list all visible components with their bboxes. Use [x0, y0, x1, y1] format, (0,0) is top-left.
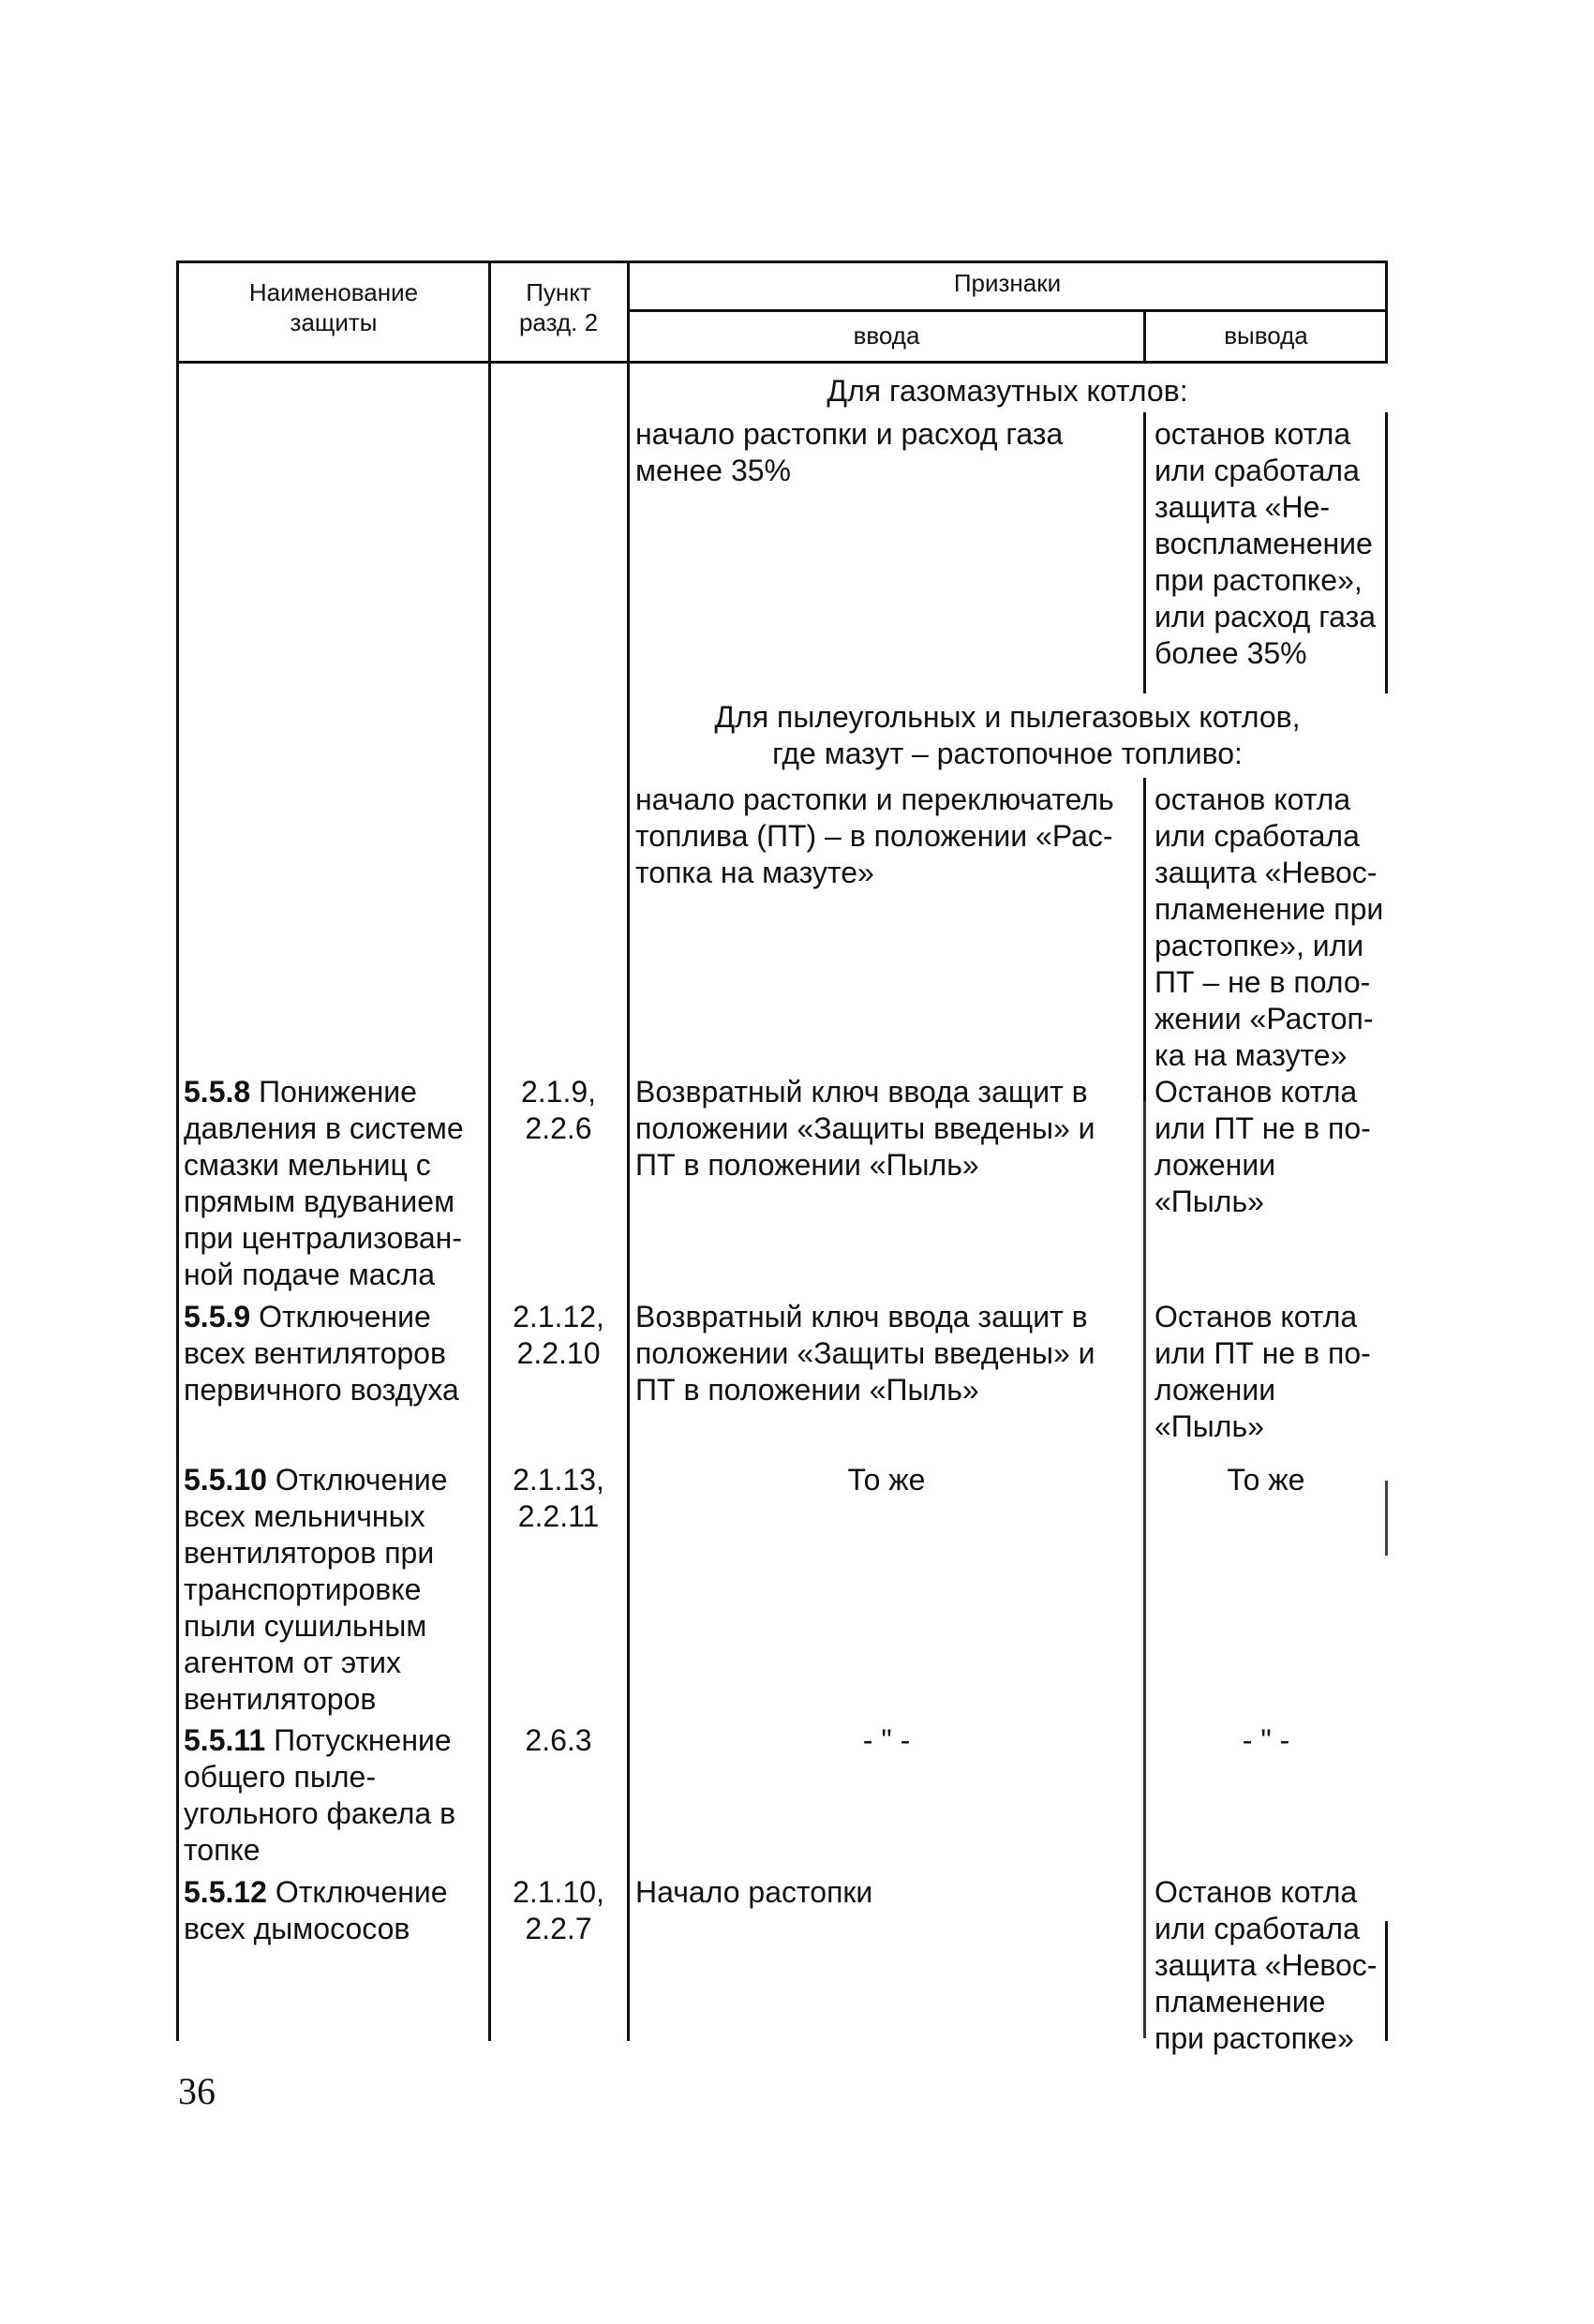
- table-row-name: [184, 1074, 485, 1293]
- table-row-point: 2.1.13, 2.2.11: [513, 1463, 604, 1533]
- header-signs: Признаки: [953, 269, 1062, 297]
- row-number: 5.5.8: [184, 1075, 251, 1109]
- table-row-name: [184, 1874, 485, 1947]
- row-name-text: Понижение давления в системе смазки мельниц с прямым вдуванием при централизован- ной подаче масла: [184, 1075, 464, 1291]
- row-number: 5.5.10: [184, 1463, 267, 1497]
- row-number: 5.5.12: [184, 1875, 267, 1909]
- table-row-input: То же: [847, 1463, 926, 1497]
- table-row-output: - " -: [1242, 1723, 1290, 1757]
- table-row-input: - " -: [862, 1723, 911, 1757]
- section-gas-oil-title: Для газомазутных котлов:: [827, 374, 1188, 408]
- table-row-input: Возвратный ключ ввода защит в положении «Защиты введены» и ПТ в положении «Пыль»: [635, 1300, 1095, 1407]
- table-row-output: Останов котла или ПТ не в по- ложении «Пыль»: [1155, 1300, 1371, 1443]
- page-number: 36: [178, 2070, 216, 2112]
- section-gas-oil-output: останов котла или сработала защита «Не- воспламенение при растопке», или расход газа более 35%: [1155, 417, 1377, 670]
- table-row-name: [184, 1299, 485, 1408]
- table-row-point: 2.6.3: [525, 1723, 592, 1757]
- table-row-point: 2.1.9, 2.2.6: [520, 1075, 597, 1145]
- section-coal-output: останов котла или сработала защита «Невос- пламенение при растопке», или ПТ – не в поло- жении «Растоп- ка на мазуте»: [1155, 782, 1384, 1072]
- header-point: Пункт разд. 2: [518, 278, 599, 336]
- section-coal-input: начало растопки и переключатель топлива (ПТ) – в положении «Рас- топка на мазуте»: [635, 782, 1114, 889]
- table-row-input: Начало растопки: [635, 1875, 873, 1909]
- table-row-point: 2.1.10, 2.2.7: [513, 1875, 604, 1945]
- section-coal-title: Для пылеугольных и пылегазовых котлов, где мазут – растопочное топливо:: [714, 700, 1301, 770]
- table-row-output: Останов котла или сработала защита «Невос- пламенение при растопке»: [1155, 1875, 1378, 2055]
- table-row-output: То же: [1227, 1463, 1305, 1497]
- section-gas-oil-input: начало растопки и расход газа менее 35%: [635, 417, 1064, 487]
- header-output: вывода: [1224, 321, 1308, 350]
- row-name-text: Отключение всех вентиляторов первичного воздуха: [184, 1300, 459, 1407]
- row-name-text: Потускнение общего пыле- угольного факела в топке: [184, 1723, 456, 1867]
- table-row-output: Останов котла или ПТ не в по- ложении «Пыль»: [1155, 1075, 1371, 1218]
- row-name-text: Отключение всех дымососов: [184, 1875, 448, 1945]
- table-row-name: [184, 1462, 485, 1718]
- row-number: 5.5.11: [184, 1723, 266, 1757]
- table-row-name: [184, 1722, 485, 1869]
- table-row-point: 2.1.12, 2.2.10: [513, 1300, 604, 1370]
- table-row-input: Возвратный ключ ввода защит в положении «Защиты введены» и ПТ в положении «Пыль»: [635, 1075, 1095, 1182]
- header-input: ввода: [853, 321, 920, 350]
- row-name-text: Отключение всех мельничных вентиляторов при транспортировке пыли сушильным агентом от этих вентиляторов: [184, 1463, 448, 1716]
- header-name: Наименование защиты: [248, 278, 419, 336]
- row-number: 5.5.9: [184, 1300, 251, 1333]
